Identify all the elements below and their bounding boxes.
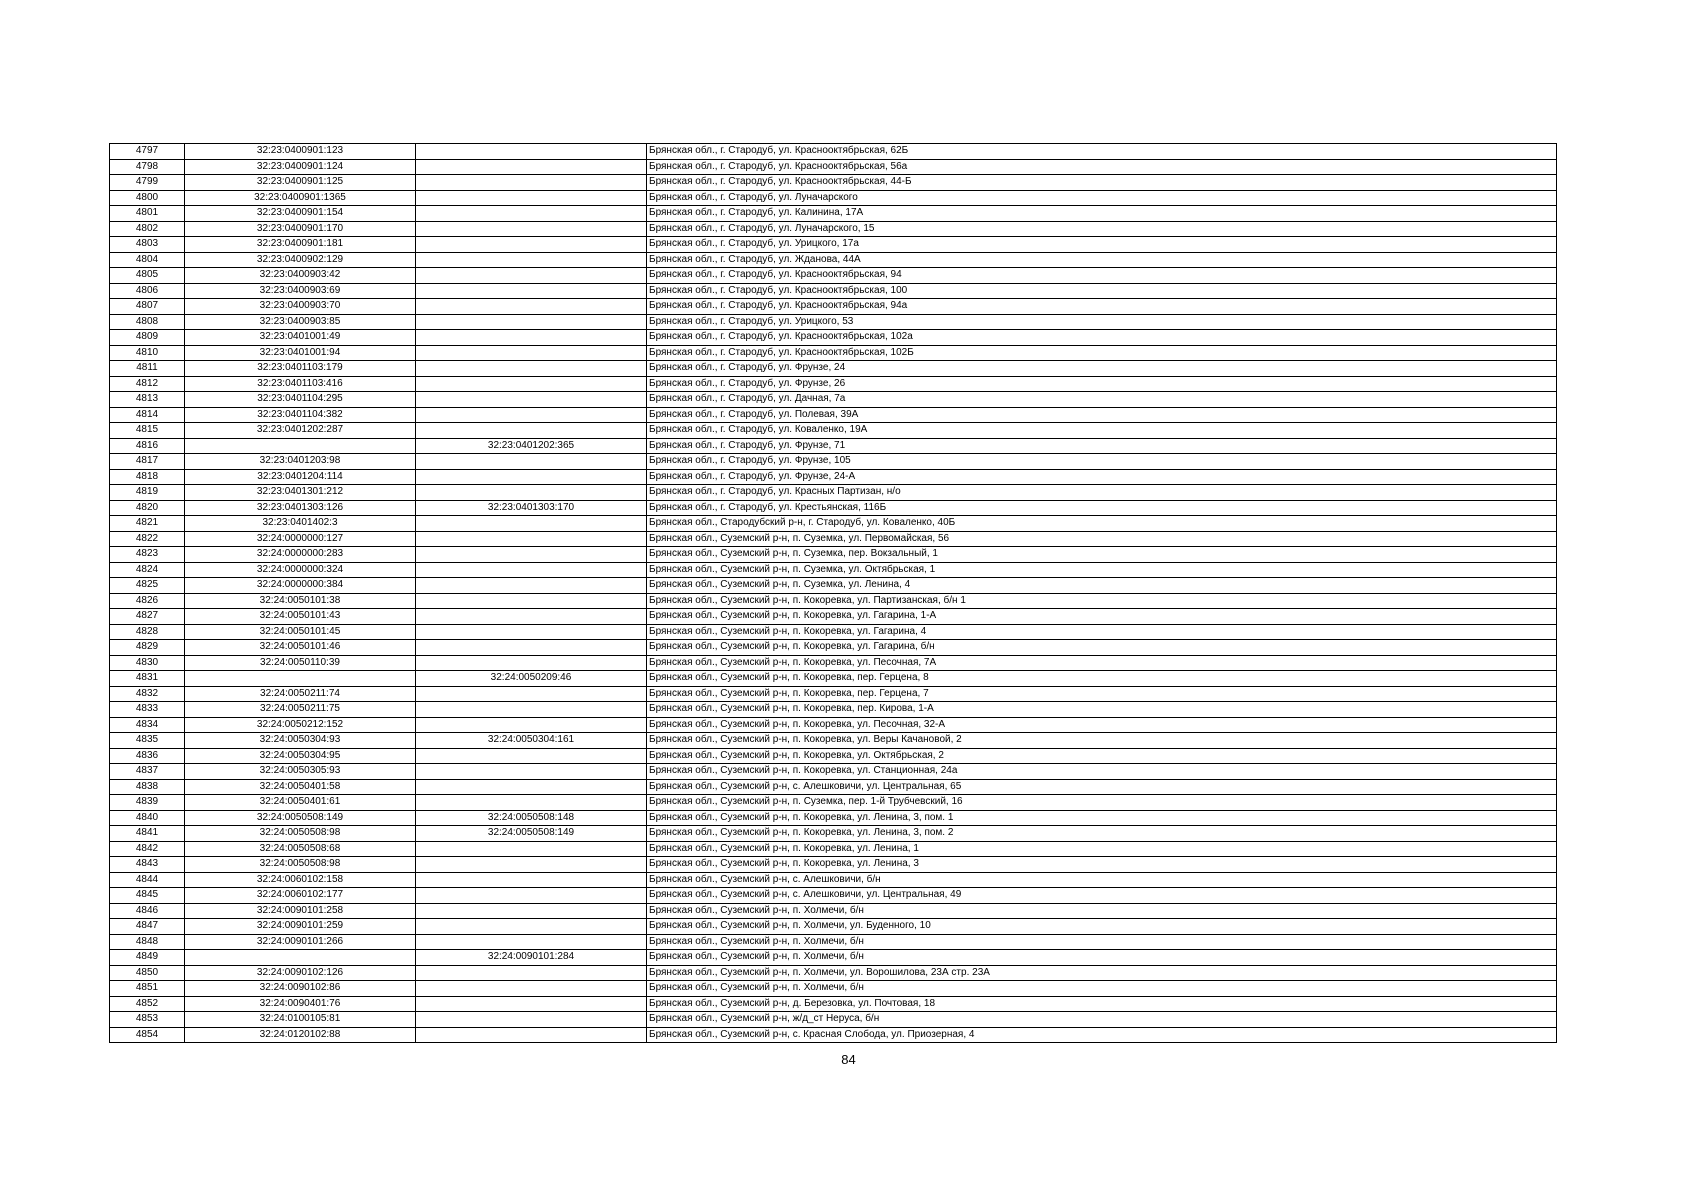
table-row [110,268,1557,284]
address-cell: Брянская обл., Суземский р-н, п. Суземка, пер. 1-й Трубчевский, 16 [647,795,1557,811]
table-row [110,500,1557,516]
row-number-cell: 4835 [110,733,185,749]
cadastral-number-cell: 32:24:0050508:98 [185,826,416,842]
related-cadastral-number-cell [416,841,647,857]
address-cell: Брянская обл., Суземский р-н, ж/д_ст Неруса, б/н [647,1012,1557,1028]
table-row [110,717,1557,733]
cadastral-number-cell: 32:23:0400901:170 [185,221,416,237]
related-cadastral-number-cell [416,609,647,625]
related-cadastral-number-cell: 32:24:0050508:148 [416,810,647,826]
table-row [110,624,1557,640]
table-row [110,950,1557,966]
row-number-cell: 4822 [110,531,185,547]
row-number-cell: 4814 [110,407,185,423]
cadastral-number-cell: 32:23:0400903:70 [185,299,416,315]
table-row [110,361,1557,377]
cadastral-number-cell: 32:24:0050304:95 [185,748,416,764]
cadastral-number-cell: 32:24:0120102:88 [185,1027,416,1043]
related-cadastral-number-cell: 32:24:0090101:284 [416,950,647,966]
cadastral-number-cell: 32:23:0401301:212 [185,485,416,501]
table-row [110,330,1557,346]
cadastral-number-cell: 32:24:0050101:43 [185,609,416,625]
table-row [110,671,1557,687]
cadastral-number-cell [185,950,416,966]
row-number-cell: 4852 [110,996,185,1012]
table-row [110,872,1557,888]
cadastral-number-cell: 32:24:0050508:98 [185,857,416,873]
address-cell: Брянская обл., г. Стародуб, ул. Краснооктябрьская, 56а [647,159,1557,175]
table-row [110,283,1557,299]
row-number-cell: 4837 [110,764,185,780]
row-number-cell: 4807 [110,299,185,315]
address-cell: Брянская обл., г. Стародуб, ул. Краснооктябрьская, 100 [647,283,1557,299]
cadastral-number-cell: 32:24:0050401:61 [185,795,416,811]
row-number-cell: 4832 [110,686,185,702]
cadastral-number-cell: 32:23:0400903:85 [185,314,416,330]
row-number-cell: 4823 [110,547,185,563]
row-number-cell: 4827 [110,609,185,625]
address-cell: Брянская обл., г. Стародуб, ул. Фрунзе, 26 [647,376,1557,392]
row-number-cell: 4847 [110,919,185,935]
cadastral-number-cell: 32:24:0050401:58 [185,779,416,795]
cadastral-number-cell: 32:23:0401202:287 [185,423,416,439]
related-cadastral-number-cell [416,640,647,656]
related-cadastral-number-cell [416,407,647,423]
table-row [110,702,1557,718]
address-cell: Брянская обл., Суземский р-н, с. Красная Слобода, ул. Приозерная, 4 [647,1027,1557,1043]
address-cell: Брянская обл., Суземский р-н, п. Кокоревка, ул. Веры Качановой, 2 [647,733,1557,749]
row-number-cell: 4801 [110,206,185,222]
table-row [110,686,1557,702]
cadastral-number-cell: 32:23:0401402:3 [185,516,416,532]
related-cadastral-number-cell: 32:24:0050508:149 [416,826,647,842]
related-cadastral-number-cell [416,857,647,873]
cadastral-number-cell: 32:24:0050110:39 [185,655,416,671]
row-number-cell: 4799 [110,175,185,191]
table-row [110,206,1557,222]
row-number-cell: 4842 [110,841,185,857]
table-row [110,314,1557,330]
address-cell: Брянская обл., г. Стародуб, ул. Коваленко, 19А [647,423,1557,439]
row-number-cell: 4817 [110,454,185,470]
address-cell: Брянская обл., Суземский р-н, п. Суземка, ул. Первомайская, 56 [647,531,1557,547]
cadastral-number-cell: 32:24:0050101:45 [185,624,416,640]
related-cadastral-number-cell [416,872,647,888]
cadastral-number-cell: 32:24:0090401:76 [185,996,416,1012]
cadastral-number-cell [185,671,416,687]
related-cadastral-number-cell [416,779,647,795]
table-row [110,547,1557,563]
address-cell: Брянская обл., Суземский р-н, п. Суземка, ул. Ленина, 4 [647,578,1557,594]
address-cell: Брянская обл., Суземский р-н, п. Кокоревка, ул. Гагарина, 4 [647,624,1557,640]
related-cadastral-number-cell [416,547,647,563]
related-cadastral-number-cell [416,593,647,609]
table-row [110,779,1557,795]
related-cadastral-number-cell [416,299,647,315]
related-cadastral-number-cell [416,206,647,222]
row-number-cell: 4802 [110,221,185,237]
cadastral-number-cell: 32:24:0050304:93 [185,733,416,749]
address-cell: Брянская обл., г. Стародуб, ул. Фрунзе, 24-А [647,469,1557,485]
related-cadastral-number-cell [416,578,647,594]
related-cadastral-number-cell [416,562,647,578]
related-cadastral-number-cell [416,330,647,346]
row-number-cell: 4804 [110,252,185,268]
row-number-cell: 4797 [110,144,185,160]
cadastral-number-cell: 32:24:0090101:258 [185,903,416,919]
related-cadastral-number-cell [416,919,647,935]
table-row [110,733,1557,749]
related-cadastral-number-cell: 32:24:0050209:46 [416,671,647,687]
row-number-cell: 4830 [110,655,185,671]
row-number-cell: 4833 [110,702,185,718]
address-cell: Брянская обл., г. Стародуб, ул. Фрунзе, 105 [647,454,1557,470]
cadastral-number-cell: 32:23:0400901:125 [185,175,416,191]
related-cadastral-number-cell [416,717,647,733]
address-cell: Брянская обл., г. Стародуб, ул. Краснооктябрьская, 44-Б [647,175,1557,191]
table-row [110,392,1557,408]
address-cell: Брянская обл., Суземский р-н, п. Кокоревка, ул. Ленина, 3, пом. 1 [647,810,1557,826]
row-number-cell: 4849 [110,950,185,966]
cadastral-number-cell: 32:23:0401104:295 [185,392,416,408]
address-cell: Брянская обл., г. Стародуб, ул. Фрунзе, 71 [647,438,1557,454]
table-row [110,640,1557,656]
cadastral-number-cell: 32:23:0401204:114 [185,469,416,485]
row-number-cell: 4820 [110,500,185,516]
row-number-cell: 4824 [110,562,185,578]
address-cell: Брянская обл., Суземский р-н, д. Березовка, ул. Почтовая, 18 [647,996,1557,1012]
cadastral-number-cell: 32:24:0050101:38 [185,593,416,609]
address-cell: Брянская обл., Суземский р-н, п. Холмечи, б/н [647,903,1557,919]
address-cell: Брянская обл., Суземский р-н, п. Кокоревка, ул. Ленина, 3 [647,857,1557,873]
cadastral-number-cell: 32:23:0400901:154 [185,206,416,222]
table-row [110,237,1557,253]
related-cadastral-number-cell [416,175,647,191]
row-number-cell: 4821 [110,516,185,532]
table-row [110,996,1557,1012]
related-cadastral-number-cell [416,361,647,377]
cadastral-number-cell: 32:23:0401303:126 [185,500,416,516]
related-cadastral-number-cell [416,934,647,950]
row-number-cell: 4844 [110,872,185,888]
related-cadastral-number-cell [416,686,647,702]
table-row [110,562,1557,578]
address-cell: Брянская обл., г. Стародуб, ул. Урицкого, 53 [647,314,1557,330]
row-number-cell: 4848 [110,934,185,950]
table-row [110,609,1557,625]
address-cell: Брянская обл., г. Стародуб, ул. Дачная, 7а [647,392,1557,408]
table-row [110,655,1557,671]
related-cadastral-number-cell [416,454,647,470]
row-number-cell: 4810 [110,345,185,361]
cadastral-number-cell: 32:23:0401001:49 [185,330,416,346]
address-cell: Брянская обл., Суземский р-н, п. Холмечи, ул. Буденного, 10 [647,919,1557,935]
cadastral-number-cell: 32:24:0000000:384 [185,578,416,594]
related-cadastral-number-cell [416,981,647,997]
cadastral-number-cell: 32:23:0401104:382 [185,407,416,423]
row-number-cell: 4808 [110,314,185,330]
row-number-cell: 4815 [110,423,185,439]
related-cadastral-number-cell [416,655,647,671]
related-cadastral-number-cell [416,376,647,392]
row-number-cell: 4854 [110,1027,185,1043]
cadastral-number-cell [185,438,416,454]
address-cell: Брянская обл., Суземский р-н, с. Алешковичи, б/н [647,872,1557,888]
row-number-cell: 4809 [110,330,185,346]
address-cell: Брянская обл., Суземский р-н, п. Кокоревка, ул. Октябрьская, 2 [647,748,1557,764]
address-cell: Брянская обл., г. Стародуб, ул. Краснооктябрьская, 102а [647,330,1557,346]
table-row [110,1012,1557,1028]
cadastral-number-cell: 32:24:0050305:93 [185,764,416,780]
related-cadastral-number-cell [416,283,647,299]
related-cadastral-number-cell [416,702,647,718]
related-cadastral-number-cell [416,252,647,268]
row-number-cell: 4800 [110,190,185,206]
address-cell: Брянская обл., г. Стародуб, ул. Краснооктябрьская, 94 [647,268,1557,284]
row-number-cell: 4806 [110,283,185,299]
page-number: 84 [841,1052,856,1067]
cadastral-number-cell: 32:23:0400901:1365 [185,190,416,206]
row-number-cell: 4826 [110,593,185,609]
cadastral-number-cell: 32:24:0060102:177 [185,888,416,904]
cadastral-number-cell: 32:24:0000000:127 [185,531,416,547]
table-row [110,299,1557,315]
row-number-cell: 4812 [110,376,185,392]
row-number-cell: 4803 [110,237,185,253]
cadastral-number-cell: 32:23:0401001:94 [185,345,416,361]
cadastral-number-cell: 32:24:0050508:68 [185,841,416,857]
property-register-body [110,144,1557,1043]
address-cell: Брянская обл., Суземский р-н, п. Холмечи, б/н [647,934,1557,950]
table-row [110,841,1557,857]
row-number-cell: 4811 [110,361,185,377]
related-cadastral-number-cell [416,392,647,408]
row-number-cell: 4836 [110,748,185,764]
cadastral-number-cell: 32:24:0090101:266 [185,934,416,950]
related-cadastral-number-cell [416,903,647,919]
address-cell: Брянская обл., г. Стародуб, ул. Луначарского, 15 [647,221,1557,237]
row-number-cell: 4816 [110,438,185,454]
table-row [110,531,1557,547]
address-cell: Брянская обл., Суземский р-н, п. Кокоревка, ул. Партизанская, б/н 1 [647,593,1557,609]
address-cell: Брянская обл., г. Стародуб, ул. Крестьянская, 116Б [647,500,1557,516]
address-cell: Брянская обл., Стародубский р-н, г. Стародуб, ул. Коваленко, 40Б [647,516,1557,532]
related-cadastral-number-cell [416,237,647,253]
cadastral-number-cell: 32:24:0090101:259 [185,919,416,935]
address-cell: Брянская обл., г. Стародуб, ул. Жданова, 44А [647,252,1557,268]
cadastral-number-cell: 32:24:0090102:86 [185,981,416,997]
table-row [110,175,1557,191]
related-cadastral-number-cell: 32:24:0050304:161 [416,733,647,749]
cadastral-number-cell: 32:24:0050211:75 [185,702,416,718]
row-number-cell: 4818 [110,469,185,485]
table-row [110,345,1557,361]
table-row [110,795,1557,811]
related-cadastral-number-cell [416,888,647,904]
related-cadastral-number-cell [416,423,647,439]
table-row [110,159,1557,175]
row-number-cell: 4829 [110,640,185,656]
address-cell: Брянская обл., Суземский р-н, п. Кокоревка, ул. Песочная, 7А [647,655,1557,671]
cadastral-number-cell: 32:24:0100105:81 [185,1012,416,1028]
table-row [110,438,1557,454]
related-cadastral-number-cell [416,469,647,485]
address-cell: Брянская обл., Суземский р-н, п. Холмечи, б/н [647,981,1557,997]
address-cell: Брянская обл., г. Стародуб, ул. Луначарского [647,190,1557,206]
cadastral-number-cell: 32:24:0050211:74 [185,686,416,702]
table-row [110,981,1557,997]
address-cell: Брянская обл., Суземский р-н, п. Кокоревка, пер. Герцена, 7 [647,686,1557,702]
cadastral-number-cell: 32:24:0050212:152 [185,717,416,733]
cadastral-number-cell: 32:23:0400903:69 [185,283,416,299]
related-cadastral-number-cell [416,624,647,640]
table-row [110,593,1557,609]
cadastral-number-cell: 32:24:0060102:158 [185,872,416,888]
address-cell: Брянская обл., г. Стародуб, ул. Полевая, 39А [647,407,1557,423]
related-cadastral-number-cell [416,795,647,811]
table-row [110,810,1557,826]
related-cadastral-number-cell [416,190,647,206]
address-cell: Брянская обл., Суземский р-н, п. Кокоревка, ул. Песочная, 32-А [647,717,1557,733]
table-row [110,221,1557,237]
table-row [110,826,1557,842]
related-cadastral-number-cell [416,1012,647,1028]
related-cadastral-number-cell [416,485,647,501]
row-number-cell: 4843 [110,857,185,873]
related-cadastral-number-cell [416,314,647,330]
table-row [110,857,1557,873]
row-number-cell: 4819 [110,485,185,501]
address-cell: Брянская обл., Суземский р-н, п. Холмечи, б/н [647,950,1557,966]
table-row [110,376,1557,392]
row-number-cell: 4828 [110,624,185,640]
row-number-cell: 4841 [110,826,185,842]
related-cadastral-number-cell [416,965,647,981]
table-row [110,144,1557,160]
row-number-cell: 4838 [110,779,185,795]
cadastral-number-cell: 32:24:0050101:46 [185,640,416,656]
cadastral-number-cell: 32:24:0000000:283 [185,547,416,563]
row-number-cell: 4831 [110,671,185,687]
related-cadastral-number-cell [416,221,647,237]
table-row [110,919,1557,935]
address-cell: Брянская обл., г. Стародуб, ул. Урицкого, 17а [647,237,1557,253]
address-cell: Брянская обл., Суземский р-н, п. Холмечи, ул. Ворошилова, 23А стр. 23А [647,965,1557,981]
row-number-cell: 4813 [110,392,185,408]
cadastral-number-cell: 32:23:0400901:181 [185,237,416,253]
table-row [110,934,1557,950]
related-cadastral-number-cell [416,345,647,361]
address-cell: Брянская обл., Суземский р-н, п. Кокоревка, пер. Кирова, 1-А [647,702,1557,718]
table-row [110,1027,1557,1043]
row-number-cell: 4798 [110,159,185,175]
address-cell: Брянская обл., Суземский р-н, с. Алешковичи, ул. Центральная, 49 [647,888,1557,904]
table-row [110,888,1557,904]
related-cadastral-number-cell [416,268,647,284]
address-cell: Брянская обл., Суземский р-н, п. Кокоревка, ул. Ленина, 3, пом. 2 [647,826,1557,842]
address-cell: Брянская обл., Суземский р-н, п. Суземка, пер. Вокзальный, 1 [647,547,1557,563]
row-number-cell: 4805 [110,268,185,284]
row-number-cell: 4851 [110,981,185,997]
address-cell: Брянская обл., Суземский р-н, п. Кокоревка, пер. Герцена, 8 [647,671,1557,687]
table-row [110,578,1557,594]
address-cell: Брянская обл., Суземский р-н, п. Кокоревка, ул. Гагарина, б/н [647,640,1557,656]
related-cadastral-number-cell [416,1027,647,1043]
row-number-cell: 4853 [110,1012,185,1028]
related-cadastral-number-cell [416,159,647,175]
address-cell: Брянская обл., Суземский р-н, п. Кокоревка, ул. Гагарина, 1-А [647,609,1557,625]
table-row [110,252,1557,268]
cadastral-number-cell: 32:23:0401203:98 [185,454,416,470]
table-row [110,748,1557,764]
related-cadastral-number-cell [416,516,647,532]
cadastral-number-cell: 32:24:0050508:149 [185,810,416,826]
table-row [110,903,1557,919]
table-row [110,190,1557,206]
property-register-table [109,143,1557,1043]
address-cell: Брянская обл., г. Стародуб, ул. Краснооктябрьская, 102Б [647,345,1557,361]
related-cadastral-number-cell: 32:23:0401303:170 [416,500,647,516]
cadastral-number-cell: 32:24:0090102:126 [185,965,416,981]
row-number-cell: 4825 [110,578,185,594]
address-cell: Брянская обл., г. Стародуб, ул. Красных Партизан, н/о [647,485,1557,501]
address-cell: Брянская обл., г. Стародуб, ул. Краснооктябрьская, 94а [647,299,1557,315]
cadastral-number-cell: 32:23:0400903:42 [185,268,416,284]
table-row [110,407,1557,423]
table-row [110,469,1557,485]
cadastral-number-cell: 32:23:0401103:179 [185,361,416,377]
address-cell: Брянская обл., Суземский р-н, п. Суземка, ул. Октябрьская, 1 [647,562,1557,578]
address-cell: Брянская обл., г. Стародуб, ул. Калинина, 17А [647,206,1557,222]
table-row [110,454,1557,470]
address-cell: Брянская обл., Суземский р-н, с. Алешковичи, ул. Центральная, 65 [647,779,1557,795]
address-cell: Брянская обл., г. Стародуб, ул. Фрунзе, 24 [647,361,1557,377]
cadastral-number-cell: 32:23:0400902:129 [185,252,416,268]
related-cadastral-number-cell [416,996,647,1012]
address-cell: Брянская обл., Суземский р-н, п. Кокоревка, ул. Ленина, 1 [647,841,1557,857]
row-number-cell: 4840 [110,810,185,826]
related-cadastral-number-cell [416,764,647,780]
row-number-cell: 4834 [110,717,185,733]
row-number-cell: 4839 [110,795,185,811]
related-cadastral-number-cell: 32:23:0401202:365 [416,438,647,454]
row-number-cell: 4846 [110,903,185,919]
cadastral-number-cell: 32:23:0401103:416 [185,376,416,392]
table-row [110,516,1557,532]
row-number-cell: 4850 [110,965,185,981]
address-cell: Брянская обл., Суземский р-н, п. Кокоревка, ул. Станционная, 24а [647,764,1557,780]
related-cadastral-number-cell [416,144,647,160]
related-cadastral-number-cell [416,748,647,764]
row-number-cell: 4845 [110,888,185,904]
table-row [110,965,1557,981]
table-row [110,485,1557,501]
cadastral-number-cell: 32:24:0000000:324 [185,562,416,578]
table-row [110,764,1557,780]
cadastral-number-cell: 32:23:0400901:123 [185,144,416,160]
cadastral-number-cell: 32:23:0400901:124 [185,159,416,175]
table-row [110,423,1557,439]
address-cell: Брянская обл., г. Стародуб, ул. Краснооктябрьская, 62Б [647,144,1557,160]
related-cadastral-number-cell [416,531,647,547]
